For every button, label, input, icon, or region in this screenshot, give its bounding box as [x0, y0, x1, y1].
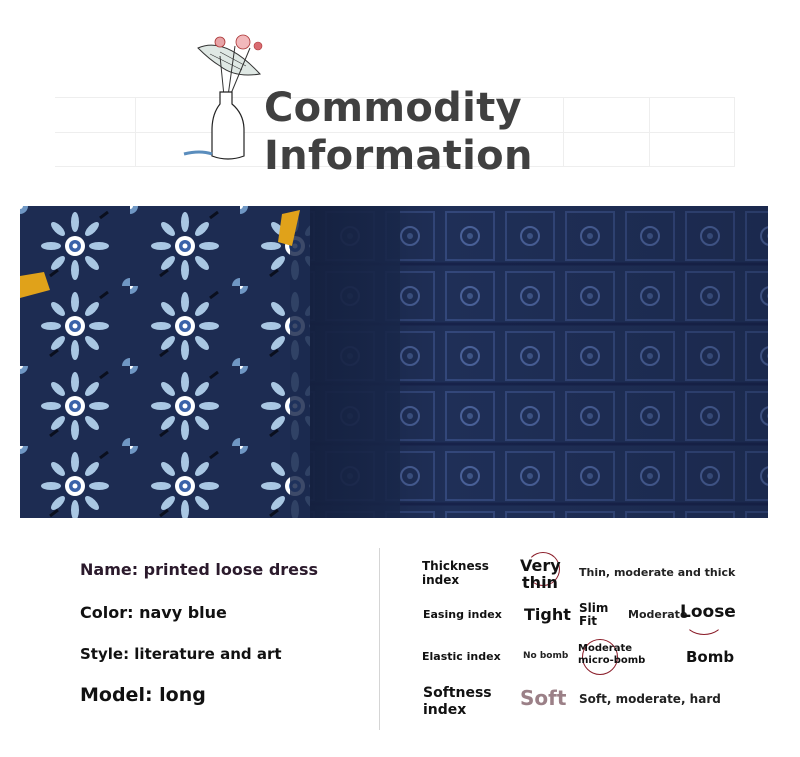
easing-index-label: Easing index — [423, 608, 502, 621]
product-model: Model: long — [80, 684, 206, 706]
softness-index-label: Softness index — [423, 685, 492, 718]
title-line-2: Information — [264, 133, 533, 179]
title-line-1: Commodity — [264, 85, 522, 131]
vase-illustration — [180, 26, 270, 166]
elastic-option-no-bomb: No bomb — [523, 651, 569, 661]
product-image — [20, 206, 768, 518]
thickness-selected: Very thin — [520, 556, 561, 592]
easing-option-tight: Tight — [524, 605, 571, 624]
page-title — [264, 84, 533, 180]
easing-option-moderate: Moderate — [628, 608, 688, 621]
product-color: Color: navy blue — [80, 603, 227, 622]
thickness-options: Thin, moderate and thick — [579, 566, 736, 579]
softness-options: Soft, moderate, hard — [579, 692, 721, 706]
elastic-index-label: Elastic index — [422, 650, 501, 663]
elastic-option-bomb: Bomb — [686, 648, 735, 666]
easing-option-loose: Loose — [680, 602, 736, 622]
elastic-option-moderate-micro-bomb: Moderate micro-bomb — [578, 643, 646, 666]
softness-selected: Soft — [520, 686, 567, 710]
product-style: Style: literature and art — [80, 645, 282, 663]
easing-option-slim-fit: Slim Fit — [579, 601, 609, 628]
product-name: Name: printed loose dress — [80, 560, 319, 579]
thickness-index-label: Thickness index — [422, 559, 489, 587]
divider — [379, 548, 380, 730]
